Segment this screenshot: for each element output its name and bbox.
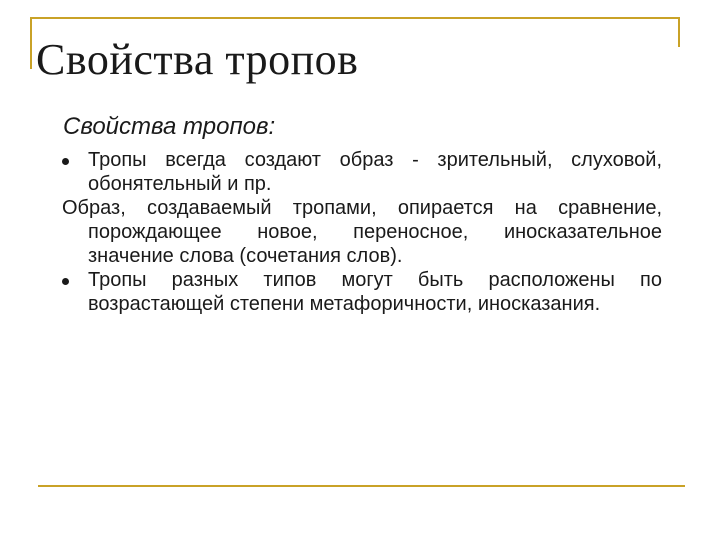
- paragraph-text: Образ, создаваемый тропами, опирается на сравнение, порождающее новое, переносное, иносказательное значение слова (сочетания слов).: [62, 197, 662, 267]
- paragraph-text: Тропы разных типов могут быть расположены по возрастающей степени метафоричности, иносказания.: [88, 269, 662, 315]
- bullet-paragraph-1: [62, 148, 662, 196]
- frame-right-line: [678, 17, 680, 47]
- slide-body: [62, 148, 662, 316]
- slide-subtitle: Свойства тропов:: [63, 113, 276, 140]
- paragraph-2: [62, 196, 662, 268]
- slide-title: Свойства тропов: [36, 35, 359, 84]
- frame-top-line: [30, 17, 680, 19]
- bullet-icon: [62, 278, 69, 285]
- bullet-icon: [62, 158, 69, 165]
- frame-left-line: [30, 17, 32, 69]
- paragraph-text: Тропы всегда создают образ - зрительный, слуховой, обонятельный и пр.: [88, 149, 662, 195]
- frame-bottom-line: [38, 485, 685, 487]
- bullet-paragraph-3: [62, 268, 662, 316]
